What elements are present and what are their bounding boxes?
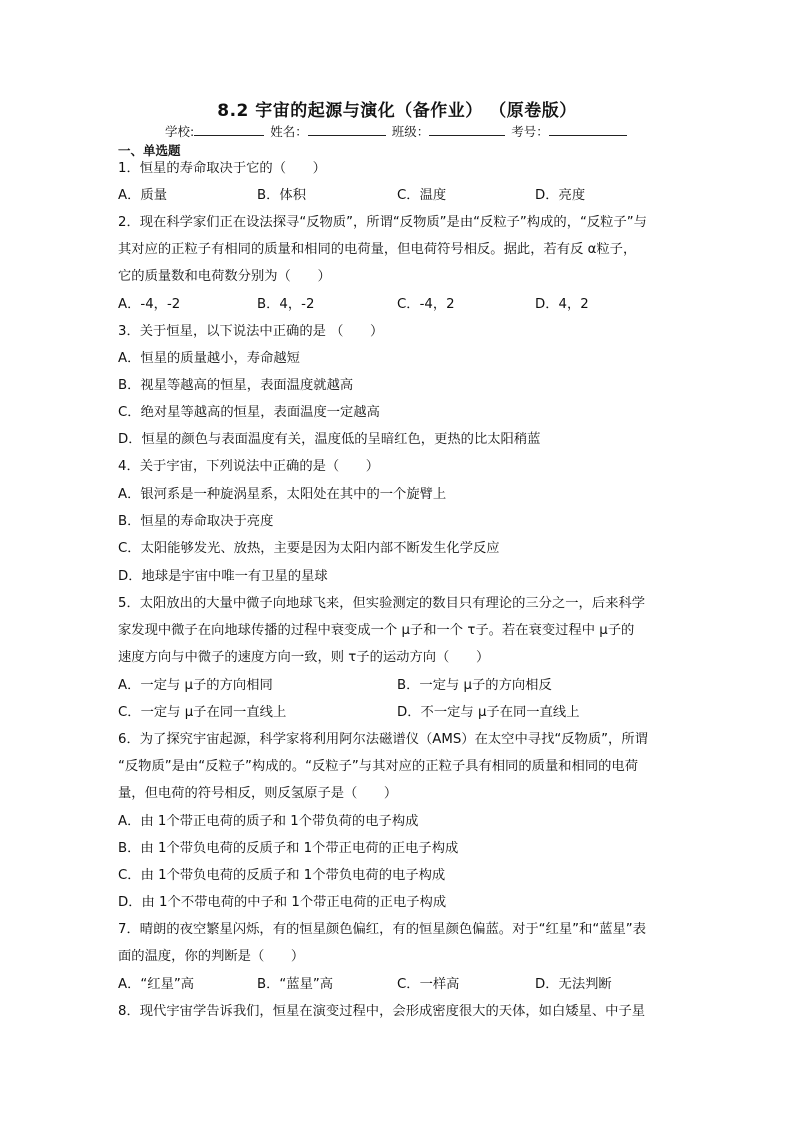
school-label: 学校:: [165, 124, 195, 139]
option-a: A．质量: [118, 188, 167, 203]
option-b: B．一定与 μ子的方向相反: [397, 678, 552, 693]
question-stem: 速度方向与中微子的速度方向一致，则 τ子的运动方向（ ）: [118, 650, 490, 665]
option-d: D．地球是宇宙中唯一有卫星的星球: [118, 569, 328, 584]
class-label: 班级：: [391, 124, 430, 139]
option-a: A．-4，-2: [118, 297, 181, 312]
option-d: D．无法判断: [535, 977, 612, 992]
question-stem: 它的质量数和电荷数分别为（ ）: [118, 269, 331, 284]
option-b: B．恒星的寿命取决于亮度: [118, 514, 274, 529]
option-d: D．4，2: [535, 297, 589, 312]
page-title: 8.2 宇宙的起源与演化（备作业） （原卷版）: [217, 101, 577, 121]
question-stem: 1．恒星的寿命取决于它的（ ）: [118, 161, 326, 176]
student-info-row: [165, 122, 629, 140]
option-b: B．视星等越高的恒星，表面温度就越高: [118, 378, 354, 393]
question-stem: 4．关于宇宙，下列说法中正确的是（ ）: [118, 459, 380, 474]
question-stem: 8．现代宇宙学告诉我们，恒星在演变过程中，会形成密度很大的天体，如白矮星、中子星: [118, 1004, 646, 1019]
question-stem: “反物质”是由“反粒子”构成的。“反粒子”与其对应的正粒子具有相同的质量和相同的电荷: [118, 759, 639, 774]
option-c: C．绝对星等越高的恒星，表面温度一定越高: [118, 405, 380, 420]
option-c: C．一样高: [397, 977, 460, 992]
question-stem: 6．为了探究宇宙起源，科学家将利用阿尔法磁谱仪（AMS）在太空中寻找“反物质”，所谓: [118, 732, 648, 747]
id-label: 考号：: [511, 124, 549, 139]
question-stem: 量，但电荷的符号相反，则反氢原子是（ ）: [118, 786, 398, 801]
option-c: C．-4，2: [397, 297, 455, 312]
option-d: D．不一定与 μ子在同一直线上: [397, 705, 580, 720]
option-d: D．由 1个不带电荷的中子和 1个带正电荷的正电子构成: [118, 895, 447, 910]
school-field[interactable]: [194, 123, 264, 136]
question-stem: 面的温度，你的判断是（ ）: [118, 949, 305, 964]
option-d: D．亮度: [535, 188, 586, 203]
option-c: C．温度: [397, 188, 447, 203]
class-field[interactable]: [429, 123, 505, 136]
option-a: A．一定与 μ子的方向相同: [118, 678, 273, 693]
question-stem: 其对应的正粒子有相同的质量和相同的电荷量，但电荷符号相反。据此，若有反 α粒子，: [118, 242, 637, 257]
option-d: D．恒星的颜色与表面温度有关，温度低的呈暗红色，更热的比太阳稍蓝: [118, 432, 541, 447]
question-stem: 家发现中微子在向地球传播的过程中衰变成一个 μ子和一个 τ子。若在衰变过程中 μ子的: [118, 623, 635, 638]
section-heading: 一、单选题: [118, 143, 181, 158]
option-b: B．“蓝星”高: [257, 977, 334, 992]
option-c: C．由 1个带负电荷的反质子和 1个带负电荷的电子构成: [118, 868, 446, 883]
name-label: 姓名：: [270, 124, 308, 139]
option-c: C．太阳能够发光、放热，主要是因为太阳内部不断发生化学反应: [118, 541, 500, 556]
option-b: B．体积: [257, 188, 307, 203]
option-b: B．由 1个带负电荷的反质子和 1个带正电荷的正电子构成: [118, 841, 459, 856]
option-a: A．银河系是一种旋涡星系，太阳处在其中的一个旋臂上: [118, 487, 447, 502]
option-a: A．由 1个带正电荷的质子和 1个带负荷的电子构成: [118, 814, 419, 829]
question-stem: 3．关于恒星，以下说法中正确的是 （ ）: [118, 324, 384, 339]
option-a: A．恒星的质量越小，寿命越短: [118, 351, 300, 366]
question-stem: 7．晴朗的夜空繁星闪烁，有的恒星颜色偏红，有的恒星颜色偏蓝。对于“红星”和“蓝星”表: [118, 922, 646, 937]
option-b: B．4，-2: [257, 297, 315, 312]
option-c: C．一定与 μ子在同一直线上: [118, 705, 287, 720]
question-stem: 2．现在科学家们正在设法探寻“反物质”，所谓“反物质”是由“反粒子”构成的，“反粒子”与: [118, 215, 647, 230]
question-stem: 5．太阳放出的大量中微子向地球飞来，但实验测定的数目只有理论的三分之一，后来科学: [118, 596, 646, 611]
option-a: A．“红星”高: [118, 977, 195, 992]
name-field[interactable]: [308, 123, 386, 136]
id-field[interactable]: [549, 123, 627, 136]
